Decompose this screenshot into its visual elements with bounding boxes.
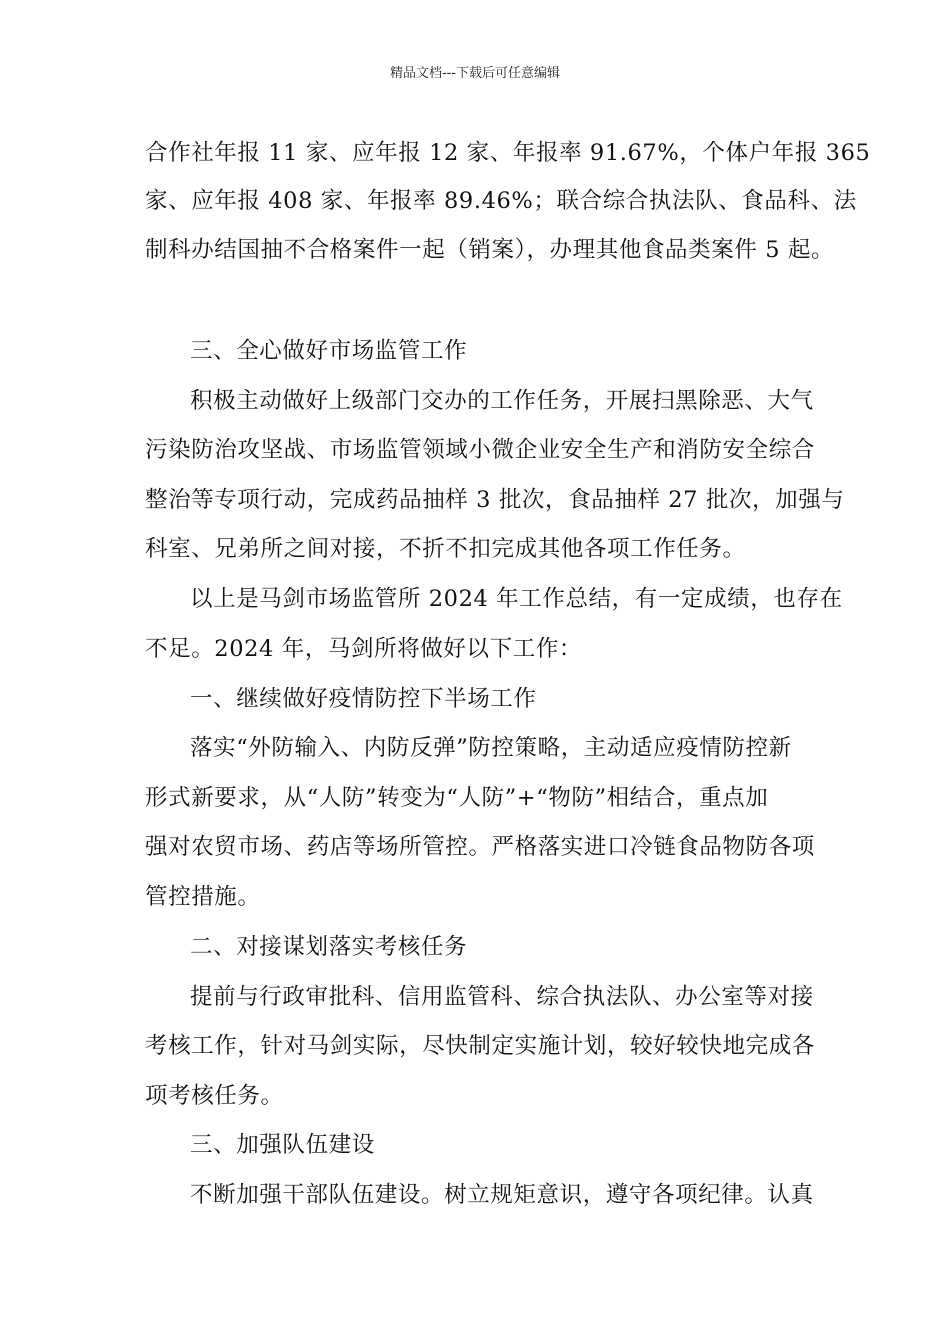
body-text-line: 污染防治攻坚战、市场监管领域小微企业安全生产和消防安全综合 (145, 437, 815, 463)
body-text-line: 考核工作，针对马剑实际，尽快制定实施计划，较好较快地完成各 (145, 1033, 815, 1059)
section-heading: 一、继续做好疫情防控下半场工作 (190, 686, 537, 712)
body-text-line: 以上是马剑市场监管所 2024 年工作总结，有一定成绩，也存在 (190, 586, 843, 612)
body-text-line: 提前与行政审批科、信用监管科、综合执法队、办公室等对接 (190, 984, 814, 1010)
body-text-line: 合作社年报 11 家、应年报 12 家、年报率 91.67%，个体户年报 365 (145, 140, 871, 166)
body-text-line: 制科办结国抽不合格案件一起（销案），办理其他食品类案件 5 起。 (145, 237, 835, 263)
body-text-line: 管控措施。 (145, 884, 261, 910)
body-text-line: 不足。2024 年，马剑所将做好以下工作： (145, 636, 583, 662)
body-text-line: 落实“外防输入、内防反弹”防控策略，主动适应疫情防控新 (190, 735, 792, 761)
section-heading: 二、对接谋划落实考核任务 (190, 934, 468, 960)
body-text-line: 家、应年报 408 家、年报率 89.46%；联合综合执法队、食品科、法 (145, 188, 857, 214)
section-heading: 三、加强队伍建设 (190, 1132, 375, 1158)
body-text-line: 积极主动做好上级部门交办的工作任务，开展扫黑除恶、大气 (190, 388, 814, 414)
body-text-line: 形式新要求，从“人防”转变为“人防”+“物防”相结合，重点加 (145, 785, 769, 811)
section-heading: 三、全心做好市场监管工作 (190, 338, 468, 364)
page-header: 精品文档---下载后可任意编辑 (389, 66, 561, 81)
body-text-line: 项考核任务。 (145, 1083, 284, 1109)
body-text-line: 强对农贸市场、药店等场所管控。严格落实进口冷链食品物防各项 (145, 834, 815, 860)
body-text-line: 整治等专项行动，完成药品抽样 3 批次，食品抽样 27 批次，加强与 (145, 487, 845, 513)
body-text-line: 不断加强干部队伍建设。树立规矩意识，遵守各项纪律。认真 (190, 1182, 814, 1208)
body-text-line: 科室、兄弟所之间对接，不折不扣完成其他各项工作任务。 (145, 536, 746, 562)
